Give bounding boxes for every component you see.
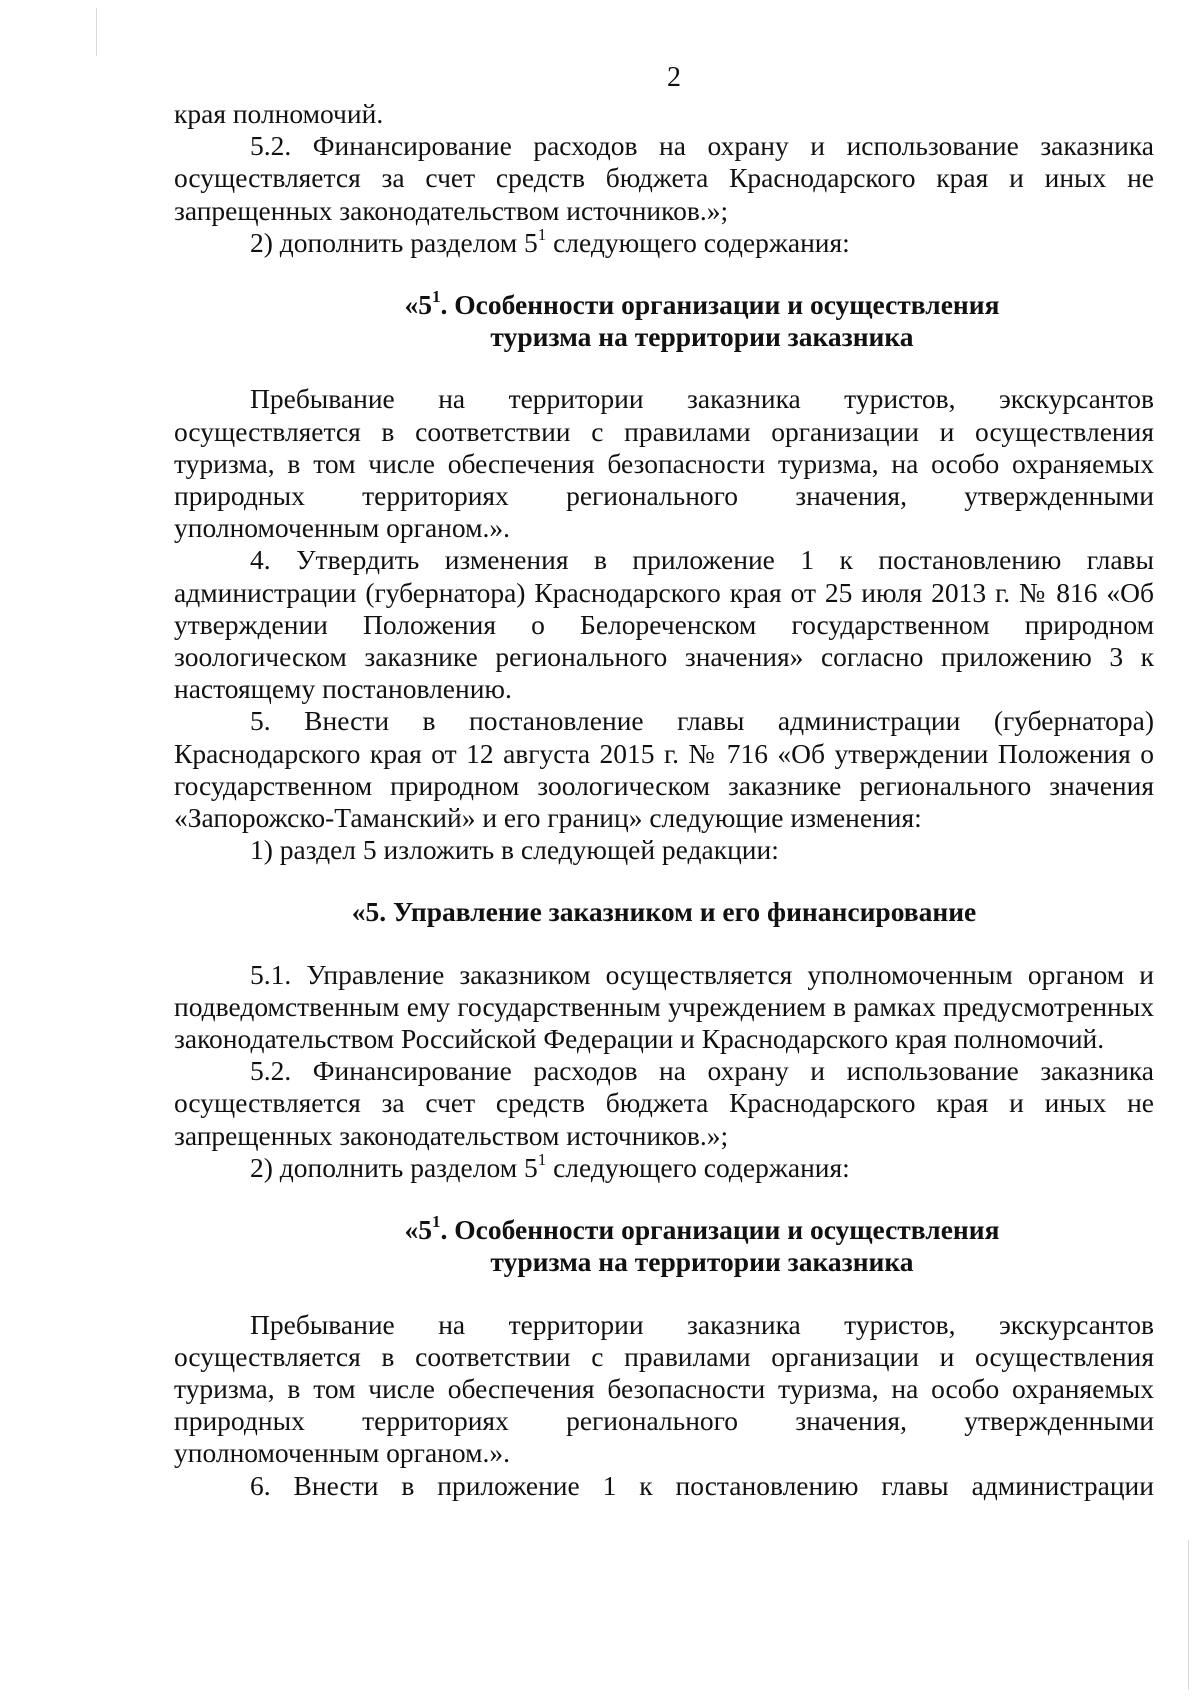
page-number: 2	[667, 62, 681, 93]
paragraph-clause-5-2-financing-second: 5.2. Финансирование расходов на охрану и использование заказника осуществляется за счет средств бюджета Краснодарского края и иных не запрещенных законодательством источников.»;	[174, 1055, 1154, 1151]
superscript-one: 1	[432, 1211, 441, 1231]
paragraph-add-section-5-1	[174, 224, 1154, 259]
paragraph-section-5-restate: 1) раздел 5 изложить в следующей редакции:	[250, 834, 779, 866]
scan-artifact-line	[1188, 1540, 1189, 1690]
scan-artifact-line	[96, 8, 97, 56]
paragraph-item-4: 4. Утвердить изменения в приложение 1 к постановлению главы администрации (губернатора) Краснодарского края от 25 июля 2013 г. № 816 «Об утверждении Положения о Белореченском государственном природном зоологическом заказнике регионального значения» согласно приложению 3 к настоящему постановлению.	[174, 544, 1154, 705]
paragraph-add-section-5-1-second	[174, 1149, 1154, 1184]
superscript-one: 1	[537, 224, 547, 244]
paragraph-item-5: 5. Внести в постановление главы администрации (губернатора) Краснодарского края от 12 августа 2015 г. № 716 «Об утверждении Положения о государственном природном зоологическом заказнике регионального значения «Запорожско-Таманский» и его границ» следующие изменения:	[174, 705, 1154, 834]
section-heading-tourism-line2: туризма на территории заказника	[490, 321, 914, 353]
superscript-one: 1	[537, 1149, 547, 1169]
paragraph-clause-5-2-financing: 5.2. Финансирование расходов на охрану и использование заказника осуществляется за счет средств бюджета Краснодарского края и иных не запрещенных законодательством источников.»;	[174, 130, 1154, 226]
document-body	[174, 98, 1154, 1502]
heading-prefix: «5	[404, 1214, 432, 1246]
paragraph-add-section-text: 2) дополнить разделом 5	[250, 226, 538, 258]
heading-prefix: «5	[404, 289, 432, 321]
paragraph-tourist-stay-second: Пребывание на территории заказника туристов, экскурсантов осуществляется в соответствии с правилами организации и осуществления туризма, в том числе обеспечения безопасности туризма, на особо охраняемых природных территориях регионального значения, утвержденными уполномоченным органом.».	[174, 1308, 1154, 1469]
section-heading-tourism-second	[174, 1211, 1154, 1246]
paragraph-clause-5-1-management: 5.1. Управление заказником осуществляется уполномоченным органом и подведомственным ему государственным учреждением в рамках предусмотренных законодательством Российской Федерации и Краснодарского края полномочий.	[174, 958, 1154, 1055]
paragraph-add-section-text: 2) дополнить разделом 5	[250, 1151, 538, 1183]
superscript-one: 1	[432, 286, 441, 306]
paragraph-end-of-clause: края полномочий.	[174, 98, 384, 129]
paragraph-add-section-tail: следующего содержания:	[546, 226, 850, 258]
heading-line1-text: . Особенности организации и осуществления	[440, 1214, 1000, 1246]
paragraph-tourist-stay: Пребывание на территории заказника туристов, экскурсантов осуществляется в соответствии с правилами организации и осуществления туризма, в том числе обеспечения безопасности туризма, на особо охраняемых природных территориях регионального значения, утвержденными уполномоченным органом.».	[174, 383, 1154, 544]
paragraph-add-section-tail: следующего содержания:	[546, 1151, 850, 1183]
heading-line1-text: . Особенности организации и осуществления	[440, 289, 1000, 321]
section-heading-tourism	[174, 286, 1154, 321]
paragraph-item-6: 6. Внести в приложение 1 к постановлению главы администрации	[250, 1469, 1154, 1501]
section-heading-management: «5. Управление заказником и его финансирование	[351, 896, 977, 928]
section-heading-tourism-second-line2: туризма на территории заказника	[490, 1246, 914, 1278]
